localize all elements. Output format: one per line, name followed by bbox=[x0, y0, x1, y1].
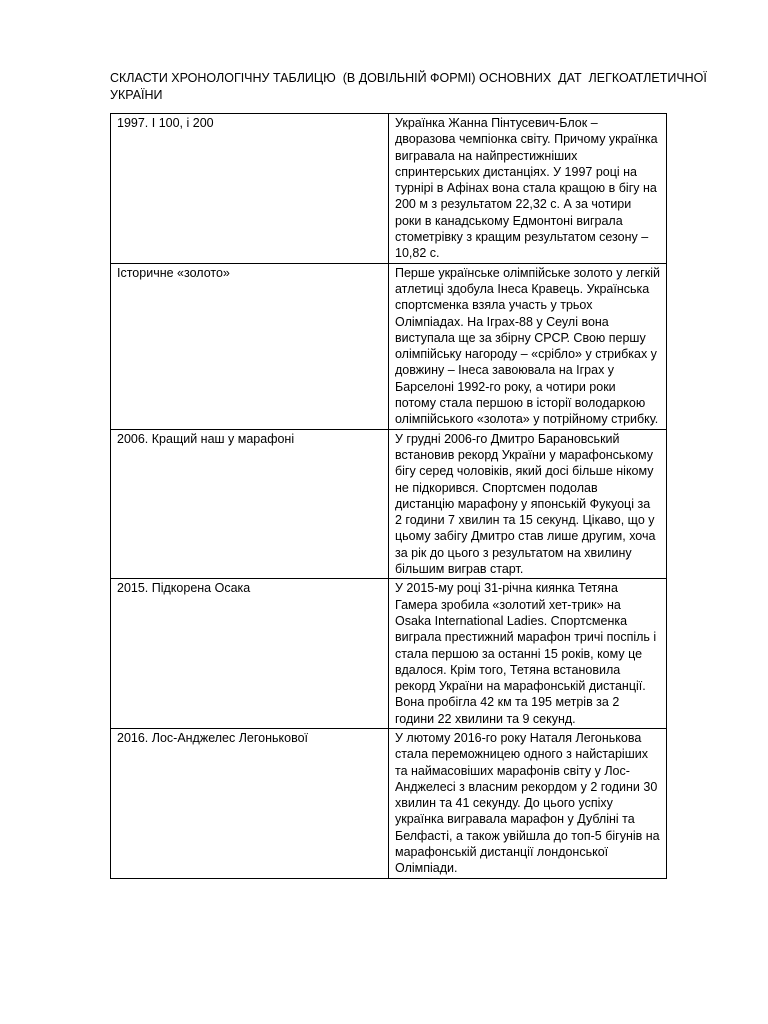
description-cell: У 2015-му році 31-річна киянка Тетяна Гамера зробила «золотий хет-трик» на Osaka International Ladies. Спортсменка виграла престижний марафон тричі поспіль і стала першою за останні 15 років, кому це вдалося. Крім того, Тетяна встановила рекорд України на марафонській дистанції. Вона пробігла 42 км та 195 метрів за 2 години 22 хвилини та 9 секунд. bbox=[389, 579, 667, 729]
table-row bbox=[111, 114, 667, 264]
document-title: СКЛАСТИ ХРОНОЛОГІЧНУ ТАБЛИЦЮ (В ДОВІЛЬНІЙ ФОРМІ) ОСНОВНИХ ДАТ ЛЕГКОАТЛЕТИЧНОЇ УКРАЇНИ bbox=[110, 71, 711, 102]
description-cell: У лютому 2016-го року Наталя Легонькова стала переможницею одного з найстаріших та наймасовіших марафонів світу у Лос-Анджелесі з власним рекордом у 2 години 30 хвилин та 41 секунду. До цього успіху українка вигравала марафон у Дубліні та Белфасті, а також увійшла до топ-5 бігунів на марафонській дистанції лондонської Олімпіади. bbox=[389, 728, 667, 878]
chronology-table bbox=[110, 113, 667, 879]
table-row bbox=[111, 429, 667, 579]
table-row bbox=[111, 263, 667, 429]
date-cell: 2006. Кращий наш у марафоні bbox=[111, 429, 389, 579]
date-cell: 2015. Підкорена Осака bbox=[111, 579, 389, 729]
table-row bbox=[111, 579, 667, 729]
description-cell: Перше українське олімпійське золото у легкій атлетиці здобула Інеса Кравець. Українська спортсменка взяла участь у трьох Олімпіадах. На Іграх-88 у Сеулі вона виступала ще за збірну СРСР. Свою першу олімпійську нагороду – «срібло» у стрибках у довжину – Інеса завоювала на Іграх у Барселоні 1992-го року, а чотири роки потому стала першою в історії володаркою олімпійського «золота» у потрійному стрибку. bbox=[389, 263, 667, 429]
table-row bbox=[111, 728, 667, 878]
date-cell: 1997. І 100, і 200 bbox=[111, 114, 389, 264]
date-cell: Історичне «золото» bbox=[111, 263, 389, 429]
description-cell: Українка Жанна Пінтусевич-Блок – дворазова чемпіонка світу. Причому українка вигравала на найпрестижніших спринтерських дистанціях. У 1997 році на турнірі в Афінах вона стала кращою в бігу на 200 м з результатом 22,32 с. А за чотири роки в канадському Едмонтоні виграла стометрівку з кращим результатом сезону – 10,82 с. bbox=[389, 114, 667, 264]
date-cell: 2016. Лос-Анджелес Легонькової bbox=[111, 728, 389, 878]
description-cell: У грудні 2006-го Дмитро Барановський встановив рекорд України у марафонському бігу серед чоловіків, який досі більше нікому не підкорився. Спортсмен подолав дистанцію марафону у японській Фукуоці за 2 години 7 хвилин та 15 секунд. Цікаво, що у цьому забігу Дмитро став лише другим, хоча за рік до цього з результатом на хвилину більшим виграв старт. bbox=[389, 429, 667, 579]
